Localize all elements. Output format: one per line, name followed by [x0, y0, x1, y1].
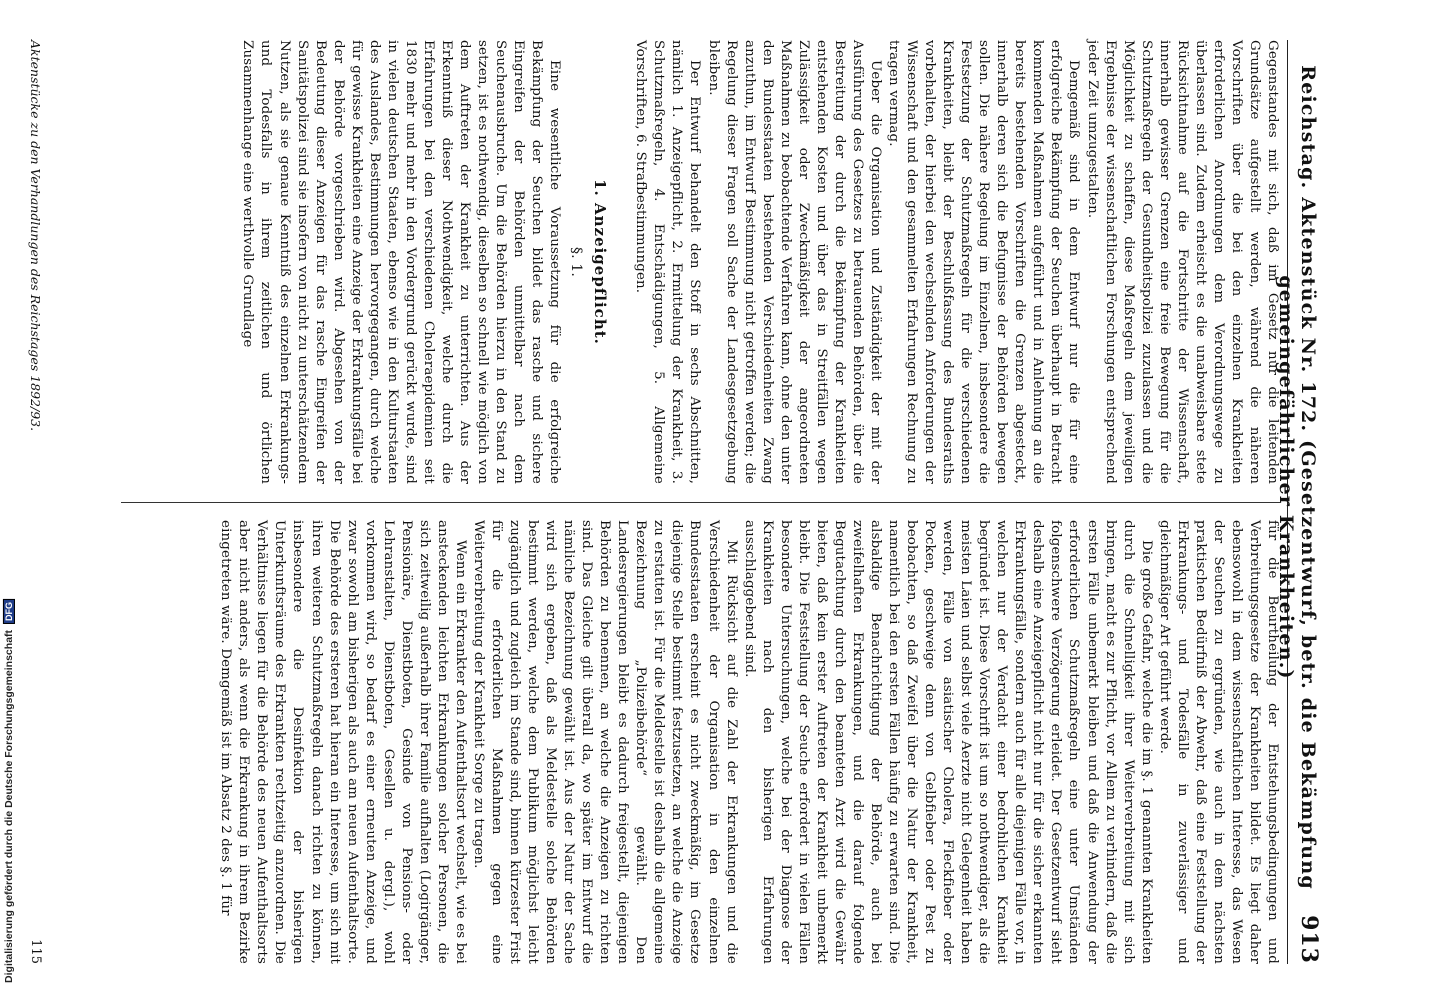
- paragraph: Wenn ein Erkrankter den Aufenthaltsort wechselt, wie es bei ansteckenden leichten Erkrankungen solcher Personen, die sich zeitweilig außerhalb ihrer Familie aufhalten (Logirgänger, Pensionäre, Dienstboten, Gesinde von Pensions- oder Lehranstalten, Dienstboten, Gesellen u. dergl.), wohl vorkommen wird, so bedarf es einer erneuten Anzeige, und zwar sowohl am bisherigen als auch am neuen Aufenthaltsorte. Die Behörde des ersteren hat hieran ein Interesse, um sich mit ihren weiteren Schutzmaßregeln danach richten zu können, insbesondere die Desinfektion der bisherigen Unterkunftsräume des Erkrankten rechtzeitig anzuordnen. Die Verhältnisse liegen für die Behörde des neuen Aufenthaltsorts aber nicht anders, als wenn die Erkrankung in ihrem Bezirke eingetreten wäre. Demgemäß ist im Absatz 2 des §. 1 für: [218, 520, 468, 964]
- paragraph: Eine wesentliche Voraussetzung für die erfolgreiche Bekämpfung der Seuchen bildet das rasche und sichere Eingreifen der Behörden unmittelbar nach dem Seuchenausbruche. Um die Behörden hierzu in den Stand zu setzen, ist es nothwendig, dieselben so schnell wie möglich von dem Auftreten der Krankheit zu unterrichten. Aus der Erkenntniß dieser Nothwendigkeit, welche durch die Erfahrungen bei den verschiedenen Choleraepidemien seit 1830 mehr und mehr in den Vordergrund gerückt wurde, sind in vielen deutschen Staaten, ebenso wie in den Kulturstaaten des Auslandes, Bestimmungen hervorgegangen, durch welche für gewisse Krankheiten eine Anzeige der Erkrankungsfälle bei der Behörde vorgeschrieben wird. Abgesehen von der Bedeutung dieser Anzeigen für das rasche Eingreifen der Sanitätspolizei sind sie insofern von nicht zu unterschätzendem Nutzen, als sie genaue Kenntniß des einzelnen Erkrankungs- und Todesfalls in ihrem zeitlichen und örtlichen Zusammenhange eine werthvolle Grundlage: [240, 40, 563, 484]
- signature-number: 115: [28, 939, 43, 964]
- digitization-stamp: [2, 585, 16, 997]
- paragraph: Mit Rücksicht auf die Zahl der Erkrankungen und die Verschiedenheit der Organisation in den einzelnen Bundesstaaten erscheint es nicht zweckmäßig, im Gesetze diejenige Stelle bestimmt festzusetzen, an welche die Anzeige zu erstatten ist. Für die Meldestelle ist deshalb die allgemeine Bezeichnung „Polizeibehörde“ gewählt. Den Landesregierungen bleibt es dadurch freigestellt, diejenigen Behörden zu benennen, an welche die Anzeigen zu richten sind. Das Gleiche gilt überall da, wo später im Entwurf die nämliche Bezeichnung gewählt ist. Aus der Natur der Sache wird sich ergeben, daß als Meldestelle solche Behörden bestimmt werden, welche dem Publikum möglichst leicht zugänglich und zugleich im Stande sind, binnen kürzester Frist für die erforderlichen Maßnahmen gegen eine Weiterverbreitung der Krankheit Sorge zu tragen.: [470, 520, 739, 964]
- paragraph: Ueber die Organisation und Zuständigkeit der mit der Ausführung des Gesetzes zu betrauenden Behörden, über die Bestreitung der durch die Bekämpfung der Krankheiten entstehenden Kosten und über das in Streitfällen wegen Zulässigkeit oder Zweckmäßigkeit der angeordneten Maßnahmen zu beobachtende Verfahren kann, ohne den unter den Bundesstaaten bestehenden Verschiedenheiten Zwang anzuthun, im Entwurf Bestimmung nicht getroffen werden; die Regelung dieser Fragen soll Sache der Landesgesetzgebung bleiben.: [705, 40, 883, 484]
- rotated-page: [22, 0, 1342, 1000]
- right-column: [81, 502, 1281, 964]
- column-divider: [121, 502, 1281, 503]
- text-columns: [81, 40, 1281, 964]
- section-paragraph-sign: §. 1.: [568, 246, 585, 277]
- left-column: [81, 40, 1281, 502]
- page-footer: [28, 40, 43, 964]
- dfg-logo-icon: DFG: [3, 599, 15, 624]
- paragraph: Der Entwurf behandelt den Stoff in sechs Abschnitten, nämlich 1. Anzeigepflicht, 2. Ermittelung der Krankheit, 3. Schutzmaßregeln, 4. Entschädigungen, 5. Allgemeine Vorschriften, 6. Strafbestimmungen.: [633, 40, 703, 484]
- paragraph: Die große Gefahr, welche die im §. 1 genannten Krankheiten durch die Schnelligkeit ihrer Weiterverbreitung mit sich bringen, macht es zur Pflicht, vor Allem zu verhindern, daß die ersten Fälle unbemerkt bleiben und daß die Anwendung der erforderlichen Schutzmaßregeln eine unter Umständen folgenschwere Verzögerung erleidet. Der Gesetzentwurf sieht deshalb eine Anzeigepflicht nicht nur für die sicher erkannten Erkrankungsfälle, sondern auch für alle diejenigen Fälle vor, in welchen nur der Verdacht einer bedrohlichen Krankheit begründet ist. Diese Vorschrift ist um so nothwendiger, als die meisten Laien und selbst viele Aerzte nicht Gelegenheit haben werden, Fälle von asiatischer Cholera, Fleckfieber oder Pocken, geschweige denn von Gelbfieber oder Pest zu beobachten, so daß Zweifel über die Natur der Krankheit, namentlich bei den ersten Fällen häufig zu erwarten sind. Die alsbaldige Benachrichtigung der Behörde, auch bei zweifelhaften Erkrankungen, und die darauf folgende Begutachtung durch den beamteten Arzt wird die Gewähr bieten, daß kein erster Auftreten der Krankheit unbemerkt bleibt. Die Feststellung der Seuche erfordert in vielen Fällen besondere Untersuchungen, welche bei der Diagnose der Krankheiten nach den bisherigen Erfahrungen ausschlaggebend sind.: [741, 520, 1154, 964]
- digitization-stamp-text: Digitalisierung gefördert durch die Deutsche Forschungsgemeinschaft: [3, 629, 15, 983]
- paragraph: Gegenstandes mit sich, daß im Gesetz nur die leitenden Grundsätze aufgestellt werden, während die näheren Vorschriften über die bei den einzelnen Krankheiten erforderlichen Anordnungen dem Verordnungswege zu überlassen sind. Zudem erheischt es die unabweisbare stete Rücksichtnahme auf die Fortschritte der Wissenschaft, innerhalb gewisser Grenzen eine freie Bewegung für die Schutzmaßregeln der Gesundheitspolizei zuzulassen und die Möglichkeit zu schaffen, diese Maßregeln dem jeweiligen Ergebnisse der wissenschaftlichen Forschungen entsprechend jeder Zeit umzugestalten.: [1084, 40, 1280, 484]
- footnote: Aktenstücke zu den Verhandlungen des Reichstages 1892/93.: [28, 40, 43, 432]
- page-number: 913: [1296, 915, 1322, 964]
- running-head: Reichstag. Aktenstück Nr. 172. (Gesetzentwurf, betr. die Bekämpfung gemeingefährlicher Krankheiten.): [1275, 65, 1319, 890]
- page-header: [1275, 40, 1322, 964]
- paragraph: für die Beurtheilung der Entstehungsbedingungen und Verbreitungsgesetze der Krankheiten bildet. Es liegt daher ebensowohl in dem wissenschaftlichen Interesse, das Wesen der Seuchen zu ergründen, wie auch in dem nächsten praktischen Bedürfniß der Abwehr, daß eine Feststellung der Erkrankungs- und Todesfälle in zuverlässiger und gleichmäßiger Art geführt werde.: [1156, 520, 1280, 964]
- section-title: 1. Anzeigepflicht.: [591, 179, 610, 345]
- paragraph: Demgemäß sind in dem Entwurf nur die für eine erfolgreiche Bekämpfung der Seuchen überhaupt in Betracht kommenden Maßnahmen aufgeführt und in Anlehnung an die bereits bestehenden Vorschriften die Grenzen abgesteckt, innerhalb deren sich die Befugnisse der Behörden bewegen sollen. Die nähere Regelung im Einzelnen, insbesondere die Festsetzung der Schutzmaßregeln für die verschiedenen Krankheiten, bleibt der Beschlußfassung des Bundesraths vorbehalten, der hierbei den wechselnden Anforderungen der Wissenschaft und den gesammelten Erfahrungen Rechnung zu tragen vermag.: [886, 40, 1082, 484]
